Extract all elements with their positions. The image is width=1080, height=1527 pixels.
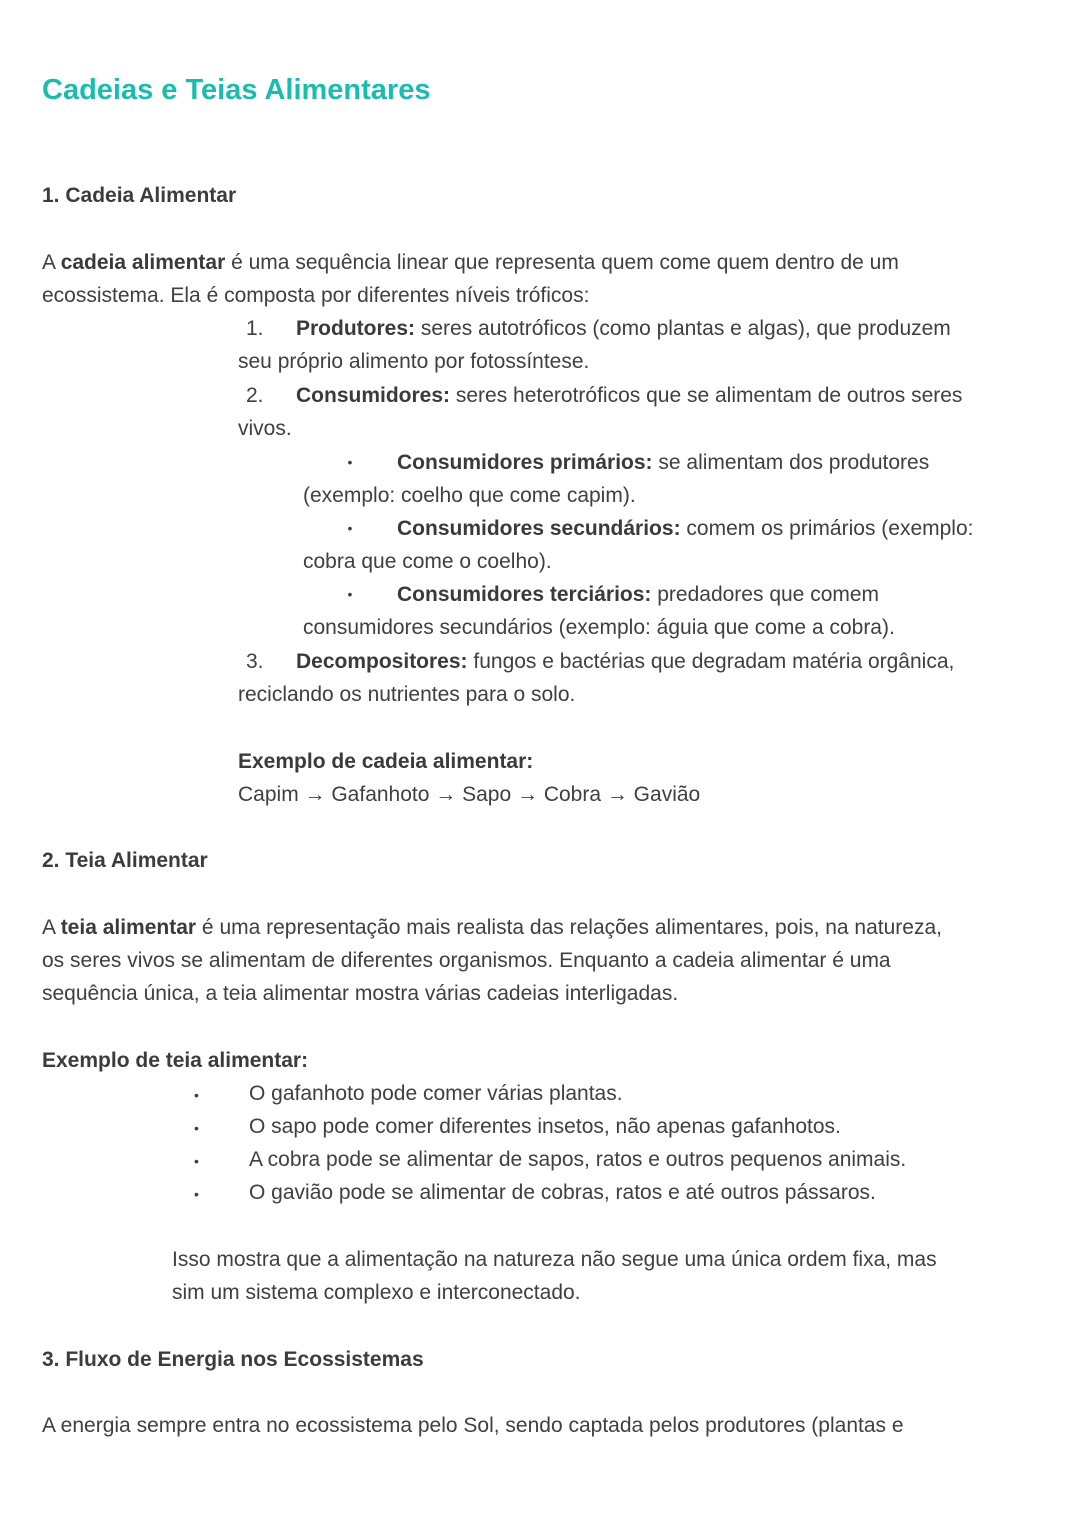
section-heading-teia: 2. Teia Alimentar bbox=[42, 849, 208, 872]
list-number: 2. bbox=[246, 384, 264, 407]
bullet-icon: • bbox=[347, 586, 353, 602]
term-cadeia-alimentar: cadeia alimentar bbox=[60, 251, 226, 274]
trophic-level-decompositores: 3. Decompositores: fungos e bactérias que degradam matéria orgânica, reciclando os nutrientes para o solo. bbox=[238, 645, 954, 711]
teia-bullet-item: • O gafanhoto pode comer várias plantas. bbox=[190, 1077, 623, 1112]
page-title: Cadeias e Teias Alimentares bbox=[42, 74, 431, 106]
consumer-type-primarios: • Consumidores primários: se alimentam dos produtores (exemplo: coelho que come capim). bbox=[303, 446, 929, 512]
teia-bullet-item: • A cobra pode se alimentar de sapos, ratos e outros pequenos animais. bbox=[190, 1143, 906, 1178]
list-number: 1. bbox=[246, 317, 264, 340]
list-number: 3. bbox=[246, 650, 264, 673]
bullet-icon: • bbox=[347, 454, 353, 470]
bullet-icon: • bbox=[194, 1120, 199, 1136]
fluxo-energia-intro: A energia sempre entra no ecossistema pelo Sol, sendo captada pelos produtores (plantas e bbox=[42, 1414, 904, 1437]
cadeia-example-chain: Capim → Gafanhoto → Sapo → Cobra → Gavião bbox=[238, 783, 701, 806]
teia-bullet-item: • O sapo pode comer diferentes insetos, não apenas gafanhotos. bbox=[190, 1110, 841, 1145]
cadeia-example-label: Exemplo de cadeia alimentar: bbox=[238, 750, 534, 773]
teia-bullet-item: • O gavião pode se alimentar de cobras, ratos e até outros pássaros. bbox=[190, 1176, 876, 1211]
section-heading-cadeia: 1. Cadeia Alimentar bbox=[42, 184, 237, 207]
bullet-icon: • bbox=[194, 1087, 199, 1103]
consumer-type-secundarios: • Consumidores secundários: comem os primários (exemplo: cobra que come o coelho). bbox=[303, 512, 973, 578]
section-heading-fluxo-energia: 3. Fluxo de Energia nos Ecossistemas bbox=[42, 1348, 424, 1371]
teia-example-label: Exemplo de teia alimentar: bbox=[42, 1049, 309, 1072]
teia-conclusion-paragraph: Isso mostra que a alimentação na natureza não segue uma única ordem fixa, mas sim um sistema complexo e interconectado. bbox=[172, 1248, 937, 1304]
teia-intro-paragraph: A teia alimentar é uma representação mais realista das relações alimentares, pois, na natureza, os seres vivos se alimentam de diferentes organismos. Enquanto a cadeia alimentar é uma sequência única, a teia alimentar mostra várias cadeias interligadas. bbox=[42, 916, 942, 1005]
cadeia-example bbox=[238, 745, 700, 811]
bullet-icon: • bbox=[194, 1153, 199, 1169]
bullet-icon: • bbox=[194, 1186, 199, 1202]
consumer-type-terciarios: • Consumidores terciários: predadores que comem consumidores secundários (exemplo: águia que come a cobra). bbox=[303, 578, 895, 644]
trophic-level-produtores: 1. Produtores: seres autotróficos (como plantas e algas), que produzem seu próprio alimento por fotossíntese. bbox=[238, 312, 951, 378]
bullet-icon: • bbox=[347, 520, 353, 536]
cadeia-intro-paragraph: A cadeia alimentar é uma sequência linear que representa quem come quem dentro de um ecossistema. Ela é composta por diferentes níveis tróficos: bbox=[42, 251, 899, 307]
trophic-level-consumidores: 2. Consumidores: seres heterotróficos que se alimentam de outros seres vivos. bbox=[238, 379, 962, 445]
term-teia-alimentar: teia alimentar bbox=[60, 916, 197, 939]
